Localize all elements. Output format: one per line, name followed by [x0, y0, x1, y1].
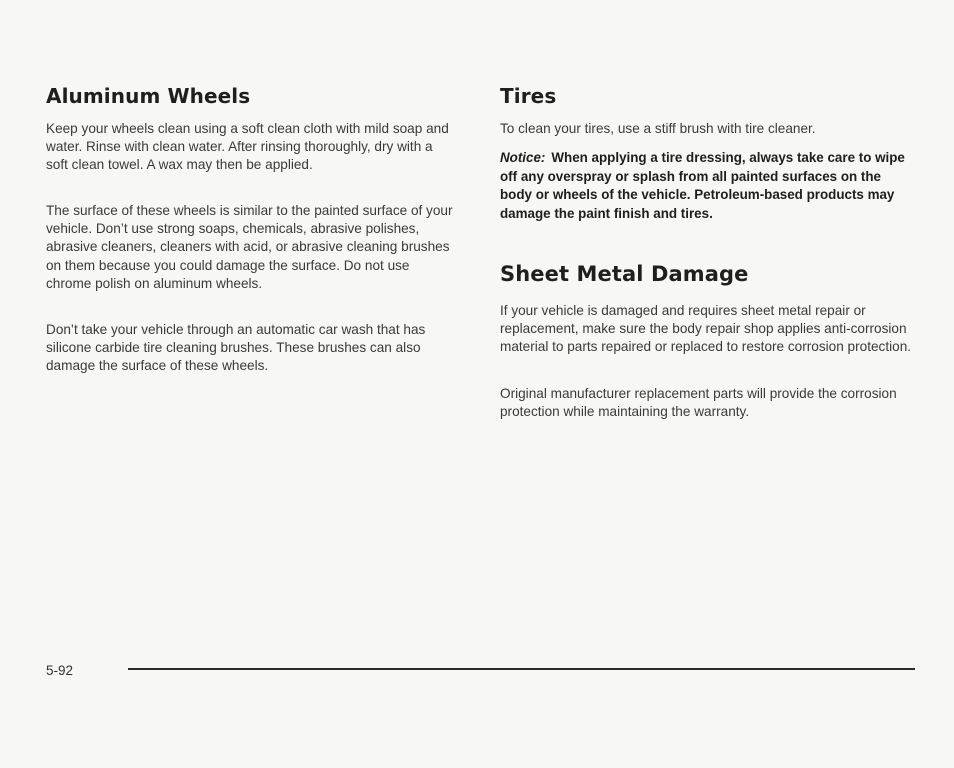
section-heading-tires: Tires — [500, 84, 557, 108]
notice-block — [500, 149, 914, 223]
notice-label: Notice: — [500, 150, 546, 165]
paragraph-wheels-surface: The surface of these wheels is similar to the painted surface of your vehicle. Don’t use strong soaps, chemicals, abrasive polishes, abrasive cleaners, cleaners with acid, or abrasive cleaning brushes on them because you could damage the surface. Do not use chrome polish on aluminum wheels. — [46, 203, 453, 291]
section-heading-sheet-metal: Sheet Metal Damage — [500, 262, 749, 286]
paragraph-sheet-metal-repair: If your vehicle is damaged and requires sheet metal repair or replacement, make sure the body repair shop applies anti-corrosion material to parts repaired or replaced to restore corrosion protection. — [500, 303, 912, 355]
paragraph-wheels-cleaning: Keep your wheels clean using a soft clean cloth with mild soap and water. Rinse with clean water. After rinsing thoroughly, dry with a soft clean towel. A wax may then be applied. — [46, 121, 449, 173]
paragraph-car-wash: Don’t take your vehicle through an automatic car wash that has silicone carbide tire cleaning brushes. These brushes can also damage the surface of these wheels. — [46, 322, 426, 374]
paragraph-replacement-parts: Original manufacturer replacement parts will provide the corrosion protection while maintaining the warranty. — [500, 386, 897, 420]
footer-rule — [128, 668, 915, 670]
section-heading-aluminum-wheels: Aluminum Wheels — [46, 84, 251, 108]
page-number: 5-92 — [46, 663, 74, 678]
notice-text: When applying a tire dressing, always take care to wipe off any overspray or splash from all painted surfaces on the body or wheels of the vehicle. Petroleum-based products may damage the paint finish and tires. — [500, 150, 905, 221]
paragraph-tires-cleaning: To clean your tires, use a stiff brush with tire cleaner. — [500, 121, 816, 136]
